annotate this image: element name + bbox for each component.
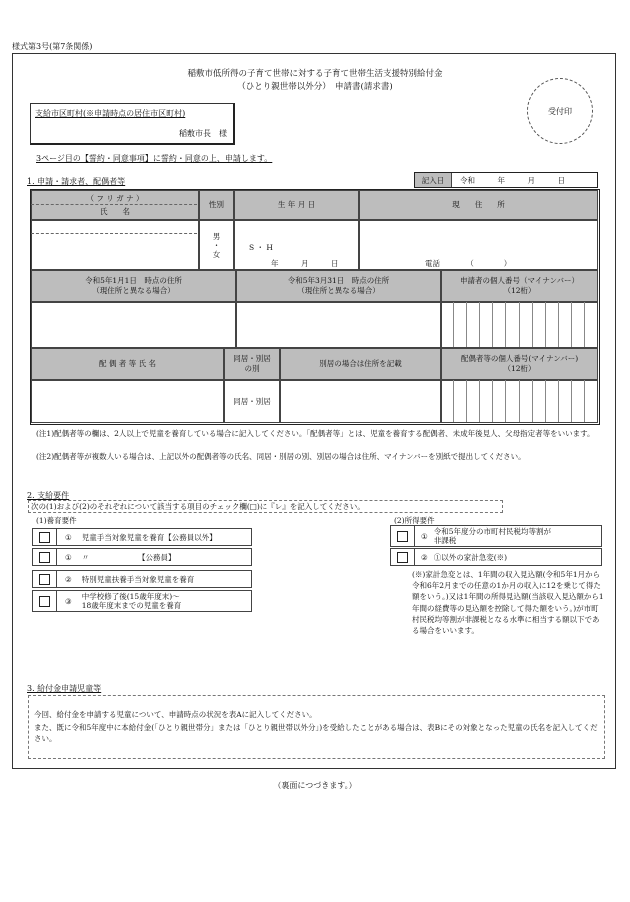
digit-separator: [505, 302, 506, 347]
care-requirement-row: [32, 548, 252, 566]
entry-date-field[interactable]: 令和 年 月 日: [460, 175, 565, 185]
form-id: 様式第3号(第7条関係): [12, 42, 93, 51]
sex-header: 性別: [199, 190, 234, 220]
digit-separator: [453, 380, 454, 422]
phone-field[interactable]: 電話 （ ）: [425, 259, 512, 268]
income-item-text: 令和5年度分の市町村民税均等割が 非課税: [433, 527, 552, 545]
stamp-label: 受付印: [548, 106, 572, 116]
digit-separator: [545, 380, 546, 422]
intro-text: 3ページ目の【誓約・同意事項】に誓約・同意の上、申請します。: [36, 154, 273, 163]
mar-address-header: 令和5年3月31日 時点の住所 （現住所と異なる場合）: [236, 270, 441, 302]
furigana-name-header: [31, 190, 199, 220]
care-checkbox[interactable]: [39, 574, 50, 585]
digit-separator: [479, 380, 480, 422]
care-requirement-row: [32, 590, 252, 612]
row-divider: [414, 549, 415, 565]
furigana-input-divider: [31, 233, 197, 234]
digit-separator: [479, 302, 480, 347]
continue-footer: （裏面につづきます。）: [273, 781, 357, 790]
note2: (注2)配偶者等が複数人いる場合は、上記以外の配偶者等の氏名、同居・別居の別、別居の場合は住所、マイナンバーを別紙で提出してください。: [36, 452, 526, 461]
digit-separator: [571, 302, 572, 347]
digit-separator: [532, 380, 533, 422]
section2-heading: 2. 支給要件: [27, 491, 70, 500]
era-options[interactable]: S ・ H: [249, 243, 273, 252]
address-header: 現 住 所: [359, 190, 598, 220]
cohab-header: 同居・別居 の別: [224, 348, 280, 380]
entry-date-box: [414, 172, 598, 188]
applicant-mynumber-header: 申請者の個人番号（マイナンバー） （12桁）: [441, 270, 598, 302]
section1-heading: 1. 申請・請求者、配偶者等: [27, 177, 126, 186]
jan-address-field[interactable]: [31, 302, 236, 348]
care-item-number: ②: [65, 574, 72, 584]
form-title-line2: （ひとり親世帯以外分） 申請書(請求書): [237, 82, 393, 92]
care-heading: (1)養育要件: [36, 516, 77, 525]
dob-header: 生 年 月 日: [234, 190, 359, 220]
care-requirement-row: [32, 570, 252, 588]
digit-separator: [519, 302, 520, 347]
row-divider: [56, 549, 57, 565]
reception-stamp-area: [527, 78, 593, 144]
dob-units: 年 月 日: [271, 259, 339, 268]
income-note: (※)家計急変とは、1年間の収入見込額(令和5年1月から令和6年2月までの任意の1か月の収入に12を乗じて得た額をいう。)又は1年間の所得見込額(当該収入見込額から1年間の経費等の見込額を控除して得た額をいう。)が市町村民税均等割が非課税となる水準に相当する額以下である場合をいいます。: [412, 570, 604, 636]
row-divider: [56, 529, 57, 545]
spouse-mynumber-digits: [440, 380, 597, 422]
digit-separator: [545, 302, 546, 347]
care-requirement-row: [32, 528, 252, 546]
spouse-name-header: 配 偶 者 等 氏 名: [31, 348, 224, 380]
furigana-divider: [31, 204, 197, 205]
row-divider: [414, 526, 415, 546]
instruction-text: 次の(1)および(2)のそれぞれについて該当する項目のチェック欄(□)に『レ』を記入してください。: [31, 502, 365, 511]
digit-separator: [519, 380, 520, 422]
income-requirement-row: [390, 548, 602, 566]
form-title-line1: 稲敷市低所得の子育て世帯に対する子育て世帯生活支援特別給付金: [187, 69, 443, 79]
recipient-municipality: 支給市区町村(※申請時点の居住市区町村): [35, 109, 186, 118]
entry-date-label: 記入日: [415, 173, 452, 187]
section3-line2: また、既に令和5年度中に本給付金(「ひとり親世帯分」または「ひとり親世帯以外分」)を受給したことがある場合は、表Bにその対象となった児童の氏名を記入してください。: [34, 723, 598, 743]
digit-separator: [571, 380, 572, 422]
section3-heading: 3. 給付金申請児童等: [27, 684, 102, 693]
section3-line1: 今回、給付金を申請する児童について、申請時点の状況を表Aに記入してください。: [34, 710, 317, 719]
digit-separator: [584, 302, 585, 347]
furigana-header: （ フ リ ガ ナ ）: [86, 193, 144, 203]
income-item-number: ②: [421, 552, 428, 562]
care-item-number: ①: [65, 532, 72, 542]
separate-address-field[interactable]: [280, 380, 441, 423]
spouse-name-field[interactable]: [31, 380, 224, 423]
care-checkbox[interactable]: [39, 552, 50, 563]
care-item-number: ①: [65, 552, 72, 562]
income-requirement-row: [390, 525, 602, 547]
digit-separator: [584, 380, 585, 422]
care-checkbox[interactable]: [39, 532, 50, 543]
care-item-text: 中学校修了後(15歳年度末)～ 18歳年度末までの児童を養育: [81, 592, 182, 610]
income-checkbox[interactable]: [397, 552, 408, 563]
digit-separator: [558, 302, 559, 347]
income-item-text: ①以外の家計急変(※): [433, 552, 508, 562]
name-header: 氏 名: [100, 206, 130, 216]
digit-separator: [492, 380, 493, 422]
recipient-box: [30, 103, 235, 145]
digit-separator: [492, 302, 493, 347]
digit-separator: [466, 380, 467, 422]
care-item-number: ③: [65, 596, 72, 606]
care-item-text: 特別児童扶養手当対象児童を養育: [81, 574, 195, 584]
applicant-mynumber-digits: [440, 302, 597, 347]
row-divider: [56, 571, 57, 587]
digit-separator: [558, 380, 559, 422]
digit-separator: [505, 380, 506, 422]
jan-address-header: 令和5年1月1日 時点の住所 （現住所と異なる場合）: [31, 270, 236, 302]
cohab-selector[interactable]: 同居・別居: [224, 380, 280, 423]
spouse-mynumber-header: 配偶者等の個人番号(マイナンバー) （12桁）: [441, 348, 598, 380]
row-divider: [56, 591, 57, 611]
digit-separator: [466, 302, 467, 347]
applicant-name-field[interactable]: [31, 220, 199, 270]
recipient-mayor: 稲敷市長 様: [179, 129, 227, 138]
note1: (注1)配偶者等の欄は、2人以上で児童を養育している場合に記入してください。「配偶者等」とは、児童を養育する配偶者、未成年後見人、父母指定者等をいいます。: [36, 429, 595, 438]
digit-separator: [453, 302, 454, 347]
care-item-text: 〃 【公務員】: [81, 552, 176, 562]
separate-address-header: 別居の場合は住所を記載: [280, 348, 441, 380]
care-checkbox[interactable]: [39, 596, 50, 607]
sex-selector[interactable]: 男 ・ 女: [199, 220, 234, 270]
mar-address-field[interactable]: [236, 302, 441, 348]
income-heading: (2)所得要件: [394, 516, 435, 525]
income-checkbox[interactable]: [397, 531, 408, 542]
digit-separator: [532, 302, 533, 347]
care-item-text: 児童手当対象児童を養育【公務員以外】: [81, 532, 217, 542]
income-item-number: ①: [421, 531, 428, 541]
